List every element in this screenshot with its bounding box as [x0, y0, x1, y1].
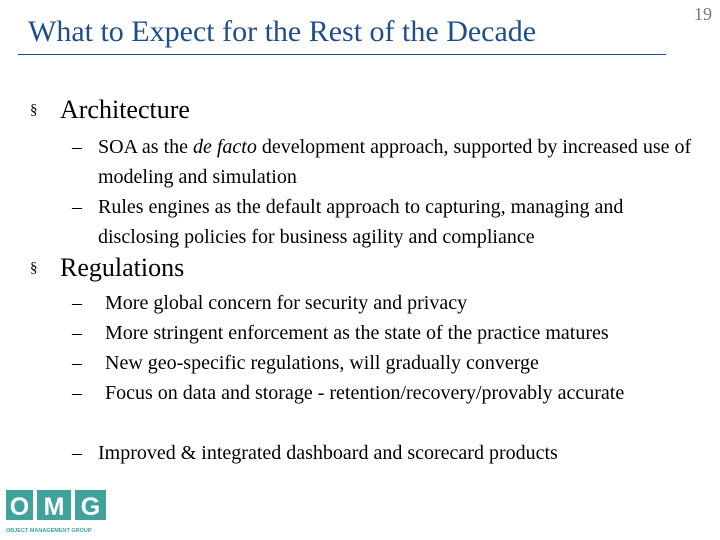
title-divider [18, 54, 666, 55]
section-bullet-icon: § [30, 260, 38, 276]
bullet-regulations [30, 252, 184, 284]
list-item [72, 318, 697, 348]
logo-letter: O [9, 493, 30, 521]
dash-mark: – [72, 352, 82, 374]
list-item-text: SOA as the de facto development approach, supported by increased use of modeling and simulation [98, 136, 692, 188]
bullet-heading: Architecture [60, 95, 190, 124]
list-item-text: More stringent enforcement as the state of the practice matures [105, 322, 609, 344]
list-item [72, 348, 697, 378]
bullet-heading: Regulations [60, 253, 185, 282]
section-bullet-icon: § [30, 102, 38, 118]
list-item [72, 132, 697, 192]
list-item-text: New geo-specific regulations, will gradually converge [105, 352, 539, 374]
bullet-architecture [30, 94, 190, 126]
list-item-text: More global concern for security and privacy [105, 292, 468, 314]
list-item-text: Focus on data and storage - retention/recovery/provably accurate [105, 382, 625, 404]
logo-tagline: OBJECT MANAGEMENT GROUP [6, 528, 92, 534]
list-item-text: Rules engines as the default approach to capturing, managing and disclosing policies for business agility and compliance [98, 196, 624, 248]
list-item [72, 192, 697, 252]
dash-mark: – [72, 322, 82, 344]
list-item [72, 288, 697, 318]
list-item [72, 438, 697, 468]
slide-number: 19 [694, 4, 712, 24]
dash-mark: – [72, 292, 82, 314]
omg-logo [4, 488, 114, 536]
logo-letter: M [43, 493, 65, 521]
list-item [72, 378, 697, 408]
dash-mark: – [72, 442, 82, 464]
dash-mark: – [72, 382, 82, 404]
list-item-text: Improved & integrated dashboard and scorecard products [98, 442, 558, 464]
slide-title: What to Expect for the Rest of the Decade [28, 15, 537, 48]
logo-letter: G [80, 493, 101, 521]
dash-mark: – [72, 136, 82, 158]
dash-mark: – [72, 196, 82, 218]
